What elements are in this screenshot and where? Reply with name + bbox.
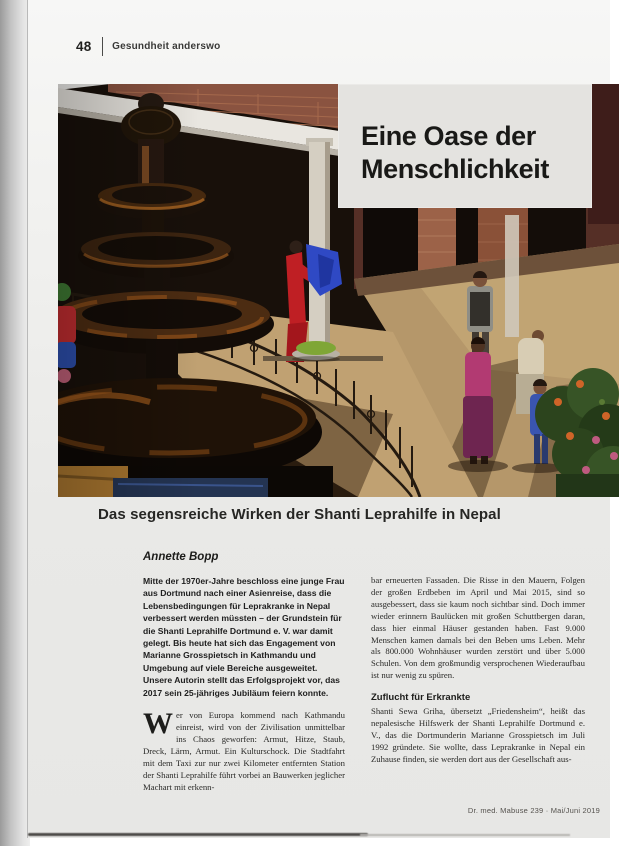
scanner-edge-left	[0, 0, 30, 846]
text-column-left	[143, 551, 345, 793]
body-paragraph-2: bar erneuerten Fassaden. Die Risse in den Mauern, Folgen der großen Erdbeben im April und Mai 2015, sind so ausgebessert, dass sie kaum noch sichtbar sind. Doch immer wieder erinnern Baulücken mit großen Schuttbergen daran, dass hier einmal Häuser gestanden haben. Fast 9.000 Menschen kamen damals bei den Beben ums Leben. Mehr als 800.000 Wohnhäuser wurden zerstört und über 5.000 Schulen. Von dem großmundig versprochenen Wiederaufbau ist nur wenig zu spüren.	[371, 575, 585, 681]
issue-footer: Dr. med. Mabuse 239 · Mai/Juni 2019	[467, 806, 600, 815]
intro-paragraph: Mitte der 1970er-Jahre beschloss eine junge Frau aus Dortmund nach einer Asienreise, dass die Lebensbedingungen für Leprakranke in Nepal verbessert werden müssten – der Grundstein für die Shanti Leprahilfe Dortmund e. V. war damit gelegt. Bis heute hat sich das Engagement von Marianne Grosspietsch in Kathmandu und Umgebung auf viele Bereiche ausgeweitet. Unsere Autorin stellt das Erfolgsprojekt vor, das 2017 sein 25-jähriges Jubiläum feiern konnte.	[143, 576, 345, 698]
headline-line-2: Menschlichkeit	[361, 154, 549, 184]
section-label: Gesundheit anderswo	[112, 40, 221, 52]
author-byline: Annette Bopp	[143, 551, 219, 563]
page-number: 48	[76, 38, 92, 54]
dropcap: W	[143, 707, 173, 741]
body-paragraph-1-text: er von Europa kommend nach Kathmandu einreist, wird von der Zivilisation unmittelbar ins Chaos geworfen: Armut, Hitze, Staub, Dreck, Lärm, Armut. Ein Kulturschock. Die Stadtfahrt mit dem Taxi zur nur zwei Kilometer entfernten Station der Shanti Leprahilfe führt vorbei an Bauwerken jeglicher Machart mit erkenn-	[143, 710, 345, 792]
text-column-right	[371, 575, 585, 766]
page-edge-shadow-light	[360, 834, 570, 836]
body-paragraph-1	[143, 707, 345, 793]
magazine-page	[28, 0, 610, 838]
page-edge-shadow	[28, 833, 368, 836]
page-header	[76, 36, 220, 56]
headline-box	[338, 84, 592, 208]
header-divider	[102, 37, 104, 56]
section-heading: Zuflucht für Erkrankte	[371, 692, 471, 704]
article-photo	[58, 84, 619, 497]
body-paragraph-3: Shanti Sewa Griha, übersetzt „Friedensheim“, heißt das nepalesische Hilfswerk der Shanti Leprahilfe Dortmund e. V., das die Dortmunderin Marianne Grosspietsch im Juli 1992 gründete. Sie wollte, dass Leprakranke in Nepal ein Zuhause finden, sie werden dort aus der Gesellschaft aus-	[371, 706, 585, 764]
headline-line-1: Eine Oase der	[361, 121, 536, 151]
article-subtitle: Das segensreiche Wirken der Shanti Leprahilfe in Nepal	[98, 506, 501, 523]
